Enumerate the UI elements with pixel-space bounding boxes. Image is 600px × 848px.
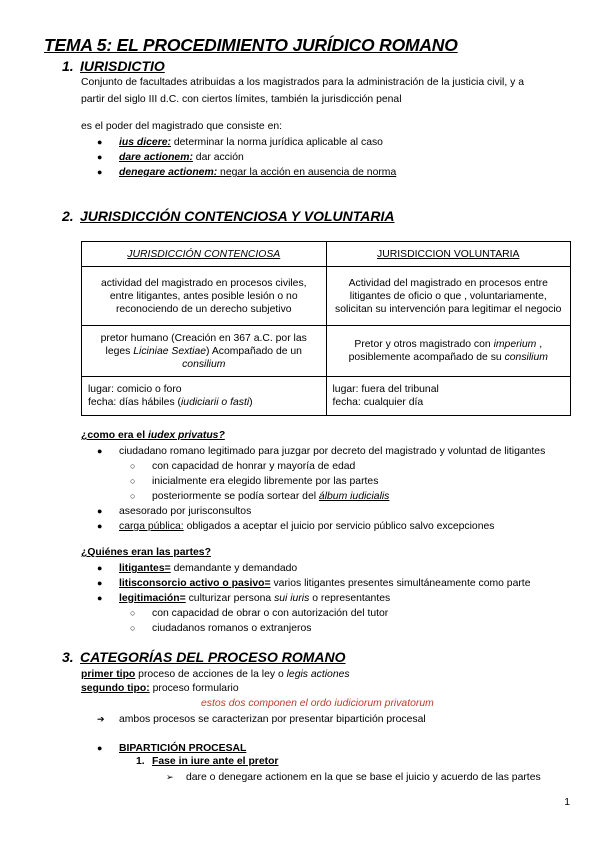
jurisdiction-comparison-table [81,241,571,416]
iurisdictio-intro: es el poder del magistrado que consiste en: [81,121,283,132]
cell-italic: consilium [504,352,548,363]
list-item [97,561,297,576]
list-item-text: ciudadanos romanos o extranjeros [152,623,312,634]
table-cell [82,377,327,416]
iudex-question [81,429,225,443]
list-item [97,135,383,150]
line-text: proceso de acciones de la ley o [135,669,287,680]
list-item-text: obligados a aceptar el juicio por servicio público salvo excepciones [183,521,495,532]
list-item-text: con capacidad de obrar o con autorización del tutor [152,608,389,619]
list-item [130,489,389,504]
section-2-title: JURISDICCIÓN CONTENCIOSA Y VOLUNTARIA [80,208,395,224]
list-item-term: ius dicere: [119,137,171,148]
question-text: ¿como era el [81,430,148,441]
list-item-text: o representantes [309,593,391,604]
iurisdictio-definition-line-1: Conjunto de facultades atribuidas a los magistrados para la administración de la justicia civil, y a [81,77,524,88]
list-item-term: litigantes= [119,563,171,574]
fase-number: 1. [136,756,145,767]
bullet-icon: ● [97,593,103,603]
list-item-text: con capacidad de honrar y mayoría de edad [152,461,356,472]
section-1-number: 1. [62,58,74,74]
cell-line: lugar: fuera del tribunal [332,384,439,395]
question-italic: iudex privatus? [148,430,225,441]
table-header-cell [82,242,327,267]
cell-italic: Liciniae Sextiae [133,345,207,357]
line-italic: legis actiones [286,669,350,680]
section-3-heading [62,649,346,665]
header-contenciosa: JURISDICCIÓN CONTENCIOSA [127,248,281,260]
list-item-text: determinar la norma jurídica aplicable al caso [170,137,383,148]
list-item [130,459,355,474]
list-item-italic: sui iuris [274,593,310,604]
section-2-number: 2. [62,208,74,224]
section-2-heading [62,208,395,224]
table-row [82,326,571,377]
circle-bullet-icon: ○ [130,623,136,633]
section-1-title: IURISDICTIO [80,58,165,74]
list-item-term: carga pública: [119,521,184,532]
cell-text: pretor humano (Creación en 367 a.C. por las leges [100,332,307,357]
list-item-text: dar acción [192,152,244,163]
cell-line: lugar: comicio o foro [88,384,182,395]
cell-text: Pretor y otros magistrado con [354,339,494,350]
list-item-text: negar la acción en ausencia de norma [217,167,397,178]
section-3-number: 3. [62,649,74,665]
list-item [97,150,244,165]
list-item-text: inicialmente era elegido libremente por las partes [152,476,379,487]
circle-bullet-icon: ○ [130,491,136,501]
list-item-term: BIPARTICIÓN PROCESAL [119,743,247,754]
header-voluntaria: JURISDICCION VOLUNTARIA [377,248,520,260]
arrow-line-text: ambos procesos se caracterizan por presentar bipartición procesal [119,714,426,725]
cell-line: fecha: cualquier día [332,397,424,408]
list-item [130,606,388,621]
circle-bullet-icon: ○ [130,461,136,471]
section-1-heading [62,58,165,74]
line-term: segundo tipo: [81,683,150,694]
bullet-icon: ● [97,563,103,573]
ordo-note: estos dos componen el ordo iudiciorum privatorum [201,698,434,709]
list-item [97,576,530,591]
circle-bullet-icon: ○ [130,476,136,486]
table-cell: actividad del magistrado en procesos civiles, entre litigantes, antes posible lesión o no reconociendo de un derecho subjetivo [82,267,327,326]
circle-bullet-icon: ○ [130,608,136,618]
partes-question: ¿Quiénes eran las partes? [81,547,211,558]
bullet-icon: ● [97,578,103,588]
list-item-text: varios litigantes presentes simultáneamente como parte [270,578,531,589]
table-cell [326,377,571,416]
fase-title: Fase in iure ante el pretor [152,756,279,767]
list-item-term: litisconsorcio activo o pasivo= [119,578,271,589]
segundo-tipo-line [81,682,239,696]
list-item [97,519,494,534]
bullet-icon: ● [97,446,103,456]
table-row [82,242,571,267]
bullet-icon: ● [97,743,103,753]
iurisdictio-definition-line-2: partir del siglo III d.C. con ciertos límites, también la jurisdicción penal [81,94,402,105]
bullet-icon: ● [97,167,103,177]
list-item [97,741,246,756]
section-3-title: CATEGORÍAS DEL PROCESO ROMANO [80,649,346,665]
cell-italic: imperium [493,339,537,350]
list-item [97,444,545,459]
table-cell [326,326,571,377]
list-item-text: asesorado por jurisconsultos [119,506,252,517]
cell-text: ) [249,397,253,408]
list-item-text: culturizar persona [185,593,275,604]
line-term: primer tipo [81,669,136,680]
list-item [166,770,541,785]
list-item-term: legitimación= [119,593,186,604]
table-header-cell [326,242,571,267]
table-cell: Actividad del magistrado en procesos entre litigantes de oficio o que , voluntariamente, solicitan su intervención para legitimar el negocio [326,267,571,326]
cell-italic: iudiciarii o fasti [181,397,250,408]
cell-text: , posiblemente acompañado de su [348,339,543,363]
list-item [130,621,311,636]
arrow-line [97,712,426,727]
table-row [82,267,571,326]
table-cell [82,326,327,377]
bullet-icon: ● [97,137,103,147]
table-row [82,377,571,416]
list-item-italic: álbum iudicialis [318,491,390,502]
primer-tipo-line [81,668,350,682]
arrow-right-icon: ➔ [97,714,105,724]
page-number: 1 [564,797,570,808]
list-item [130,474,378,489]
cell-text: ) Acompañado de un [206,345,302,357]
arrowhead-icon: ➢ [166,772,174,782]
list-item-term: denegare actionem: [119,167,218,178]
line-text: proceso formulario [149,683,239,694]
cell-text: fecha: días hábiles ( [88,397,181,408]
list-item [97,165,396,180]
cell-line [88,396,320,409]
list-item-text: ciudadano romano legitimado para juzgar por decreto del magistrado y voluntad de litigantes [119,446,546,457]
list-item-term: dare actionem: [119,152,193,163]
list-item [97,591,390,606]
list-item-text: demandante y demandado [170,563,298,574]
bullet-icon: ● [97,506,103,516]
list-item [97,504,251,519]
list-item-text: posteriormente se podía sortear del [152,491,319,502]
bullet-icon: ● [97,152,103,162]
list-item-text: dare o denegare actionem en la que se base el juicio y acuerdo de las partes [186,772,541,783]
bullet-icon: ● [97,521,103,531]
fase-heading [136,755,278,769]
document-title: TEMA 5: EL PROCEDIMIENTO JURÍDICO ROMANO [44,35,458,55]
cell-italic: consilium [182,358,226,370]
